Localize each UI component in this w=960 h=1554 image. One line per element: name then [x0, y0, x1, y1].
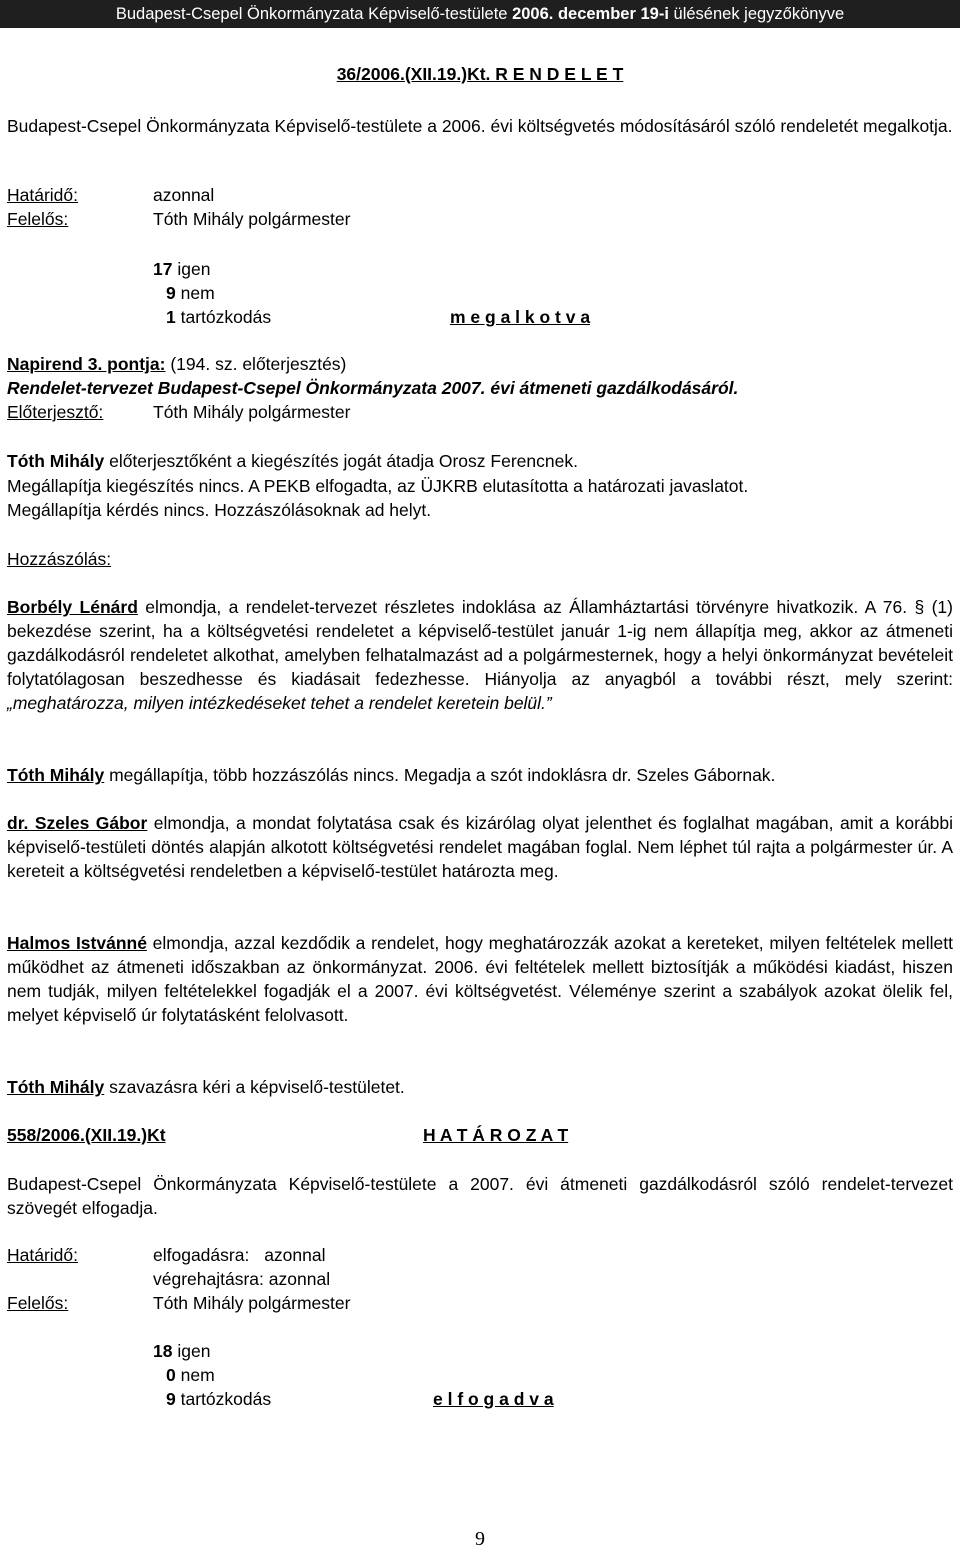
speaker-name: Tóth Mihály	[7, 1077, 105, 1097]
vegrehajtasra: végrehajtásra: azonnal	[153, 1269, 331, 1289]
elfogadasra: elfogadásra: azonnal	[153, 1245, 326, 1265]
eloterjeszto-label: Előterjesztő:	[7, 402, 104, 422]
vote-igen: 17 igen	[153, 259, 211, 279]
felelos-value-2: Tóth Mihály polgármester	[153, 1293, 351, 1313]
p4-paragraph: dr. Szeles Gábor elmondja, a mondat folytatása csak és kizárólag olyat jelenthet és foglalhat magában, amit a korábbi képviselő-testületi döntés alapján alkotott költségvetési rendelet magában foglal. Nem léphet túl rajta a polgármester úr. A kereteit a költségvetési rendeletben a képviselő-testület határozta meg.	[7, 813, 954, 881]
header-part1: Budapest-Csepel Önkormányzata Képviselő-testülete	[115, 5, 513, 23]
hatarozat-number: 558/2006.(XII.19.)Kt	[7, 1125, 166, 1145]
header-part3: ülésének jegyzőkönyve	[668, 5, 845, 23]
vote-nem-2: 0 nem	[166, 1365, 215, 1385]
rendelet-text: Budapest-Csepel Önkormányzata Képviselő-testülete a 2006. évi költségvetés módosításáról szóló rendeletét megalkotja.	[7, 116, 953, 136]
speaker-name: Borbély Lénárd	[7, 597, 138, 617]
hozzaszolas-label: Hozzászólás:	[7, 549, 112, 569]
speaker-name: Tóth Mihály	[7, 765, 105, 785]
p6-paragraph: Tóth Mihály szavazásra kéri a képviselő-testületet.	[7, 1077, 405, 1097]
vote-result-2: e l f o g a d v a	[433, 1389, 554, 1409]
napirend-title: Rendelet-tervezet Budapest-Csepel Önkormányzata 2007. évi átmeneti gazdálkodásáról.	[7, 378, 739, 398]
felelos-value: Tóth Mihály polgármester	[153, 209, 351, 229]
eloterjeszto-value: Tóth Mihály polgármester	[153, 402, 351, 422]
p1-line1: Tóth Mihály előterjesztőként a kiegészítés jogát átadja Orosz Ferencnek.	[7, 451, 578, 471]
felelos-label-2: Felelős:	[7, 1293, 69, 1313]
hatarido-value: azonnal	[153, 185, 215, 205]
hatarido-label-2: Határidő:	[7, 1245, 79, 1265]
vote-result: m e g a l k o t v a	[450, 307, 591, 327]
vote-tartozkodas: 1 tartózkodás	[166, 307, 272, 327]
felelos-label: Felelős:	[7, 209, 69, 229]
vote-tartozkodas-2: 9 tartózkodás	[166, 1389, 272, 1409]
vote-igen-2: 18 igen	[153, 1341, 211, 1361]
hatarozat-title: H A T Á R O Z A T	[423, 1125, 569, 1145]
hatarido-label: Határidő:	[7, 185, 79, 205]
hatarozat-text: Budapest-Csepel Önkormányzata Képviselő-testülete a 2007. évi átmeneti gazdálkodásról szóló rendelet-tervezet szövegét elfogadja.	[7, 1174, 953, 1218]
p3-paragraph: Tóth Mihály megállapítja, több hozzászólás nincs. Megadja a szót indoklásra dr. Szeles Gábornak.	[7, 765, 776, 785]
header-date: 2006. december 19-i	[512, 5, 669, 23]
page-header	[0, 0, 960, 28]
speaker-name: Tóth Mihály	[7, 451, 105, 471]
p2-paragraph: Borbély Lénárd elmondja, a rendelet-tervezet részletes indoklása az Államháztartási törvényre hivatkozik. A 76. § (1) bekezdése szerint, ha a költségvetési rendeletet a képviselő-testület január 1-ig nem állapítja meg, akkor az átmeneti gazdálkodásról rendeletet alkothat, amelyben felhatalmazást ad a polgármesternek, hogy a helyi önkormányzat bevételeit folytatólagosan beszedhesse és kiadásait fedezhesse. Hiányolja az anyagból a további részt, mely szerint: „meghatározza, milyen intézkedéseket tehet a rendelet keretein belül.”	[7, 597, 953, 713]
rendelet-title: 36/2006.(XII.19.)Kt. R E N D E L E T	[336, 64, 624, 84]
p5-paragraph: Halmos Istvánné elmondja, azzal kezdődik a rendelet, hogy meghatározzák azokat a kereteket, milyen feltételek mellett működhet az átmeneti időszakban az önkormányzat. 2006. évi feltételek mellett biztosítják a működési kiadást, hiszen nem tudják, milyen feltételekkel fogadják el a 2007. évi költségvetést. Véleménye szerint a szabályok azokat ölelik fel, melyet képviselő úr folytatásként felolvasott.	[7, 933, 953, 1025]
speaker-name: dr. Szeles Gábor	[7, 813, 148, 833]
speaker-name: Halmos Istvánné	[7, 933, 147, 953]
napirend-label: Napirend 3. pontja:	[7, 354, 166, 374]
page-number: 9	[475, 1528, 485, 1550]
napirend: Napirend 3. pontja: (194. sz. előterjesztés)	[7, 354, 347, 374]
p1-line2: Megállapítja kiegészítés nincs. A PEKB elfogadta, az ÜJKRB elutasította a határozati javaslatot.	[7, 476, 749, 496]
vote-nem: 9 nem	[166, 283, 215, 303]
p1-line3: Megállapítja kérdés nincs. Hozzászólásoknak ad helyt.	[7, 500, 432, 520]
